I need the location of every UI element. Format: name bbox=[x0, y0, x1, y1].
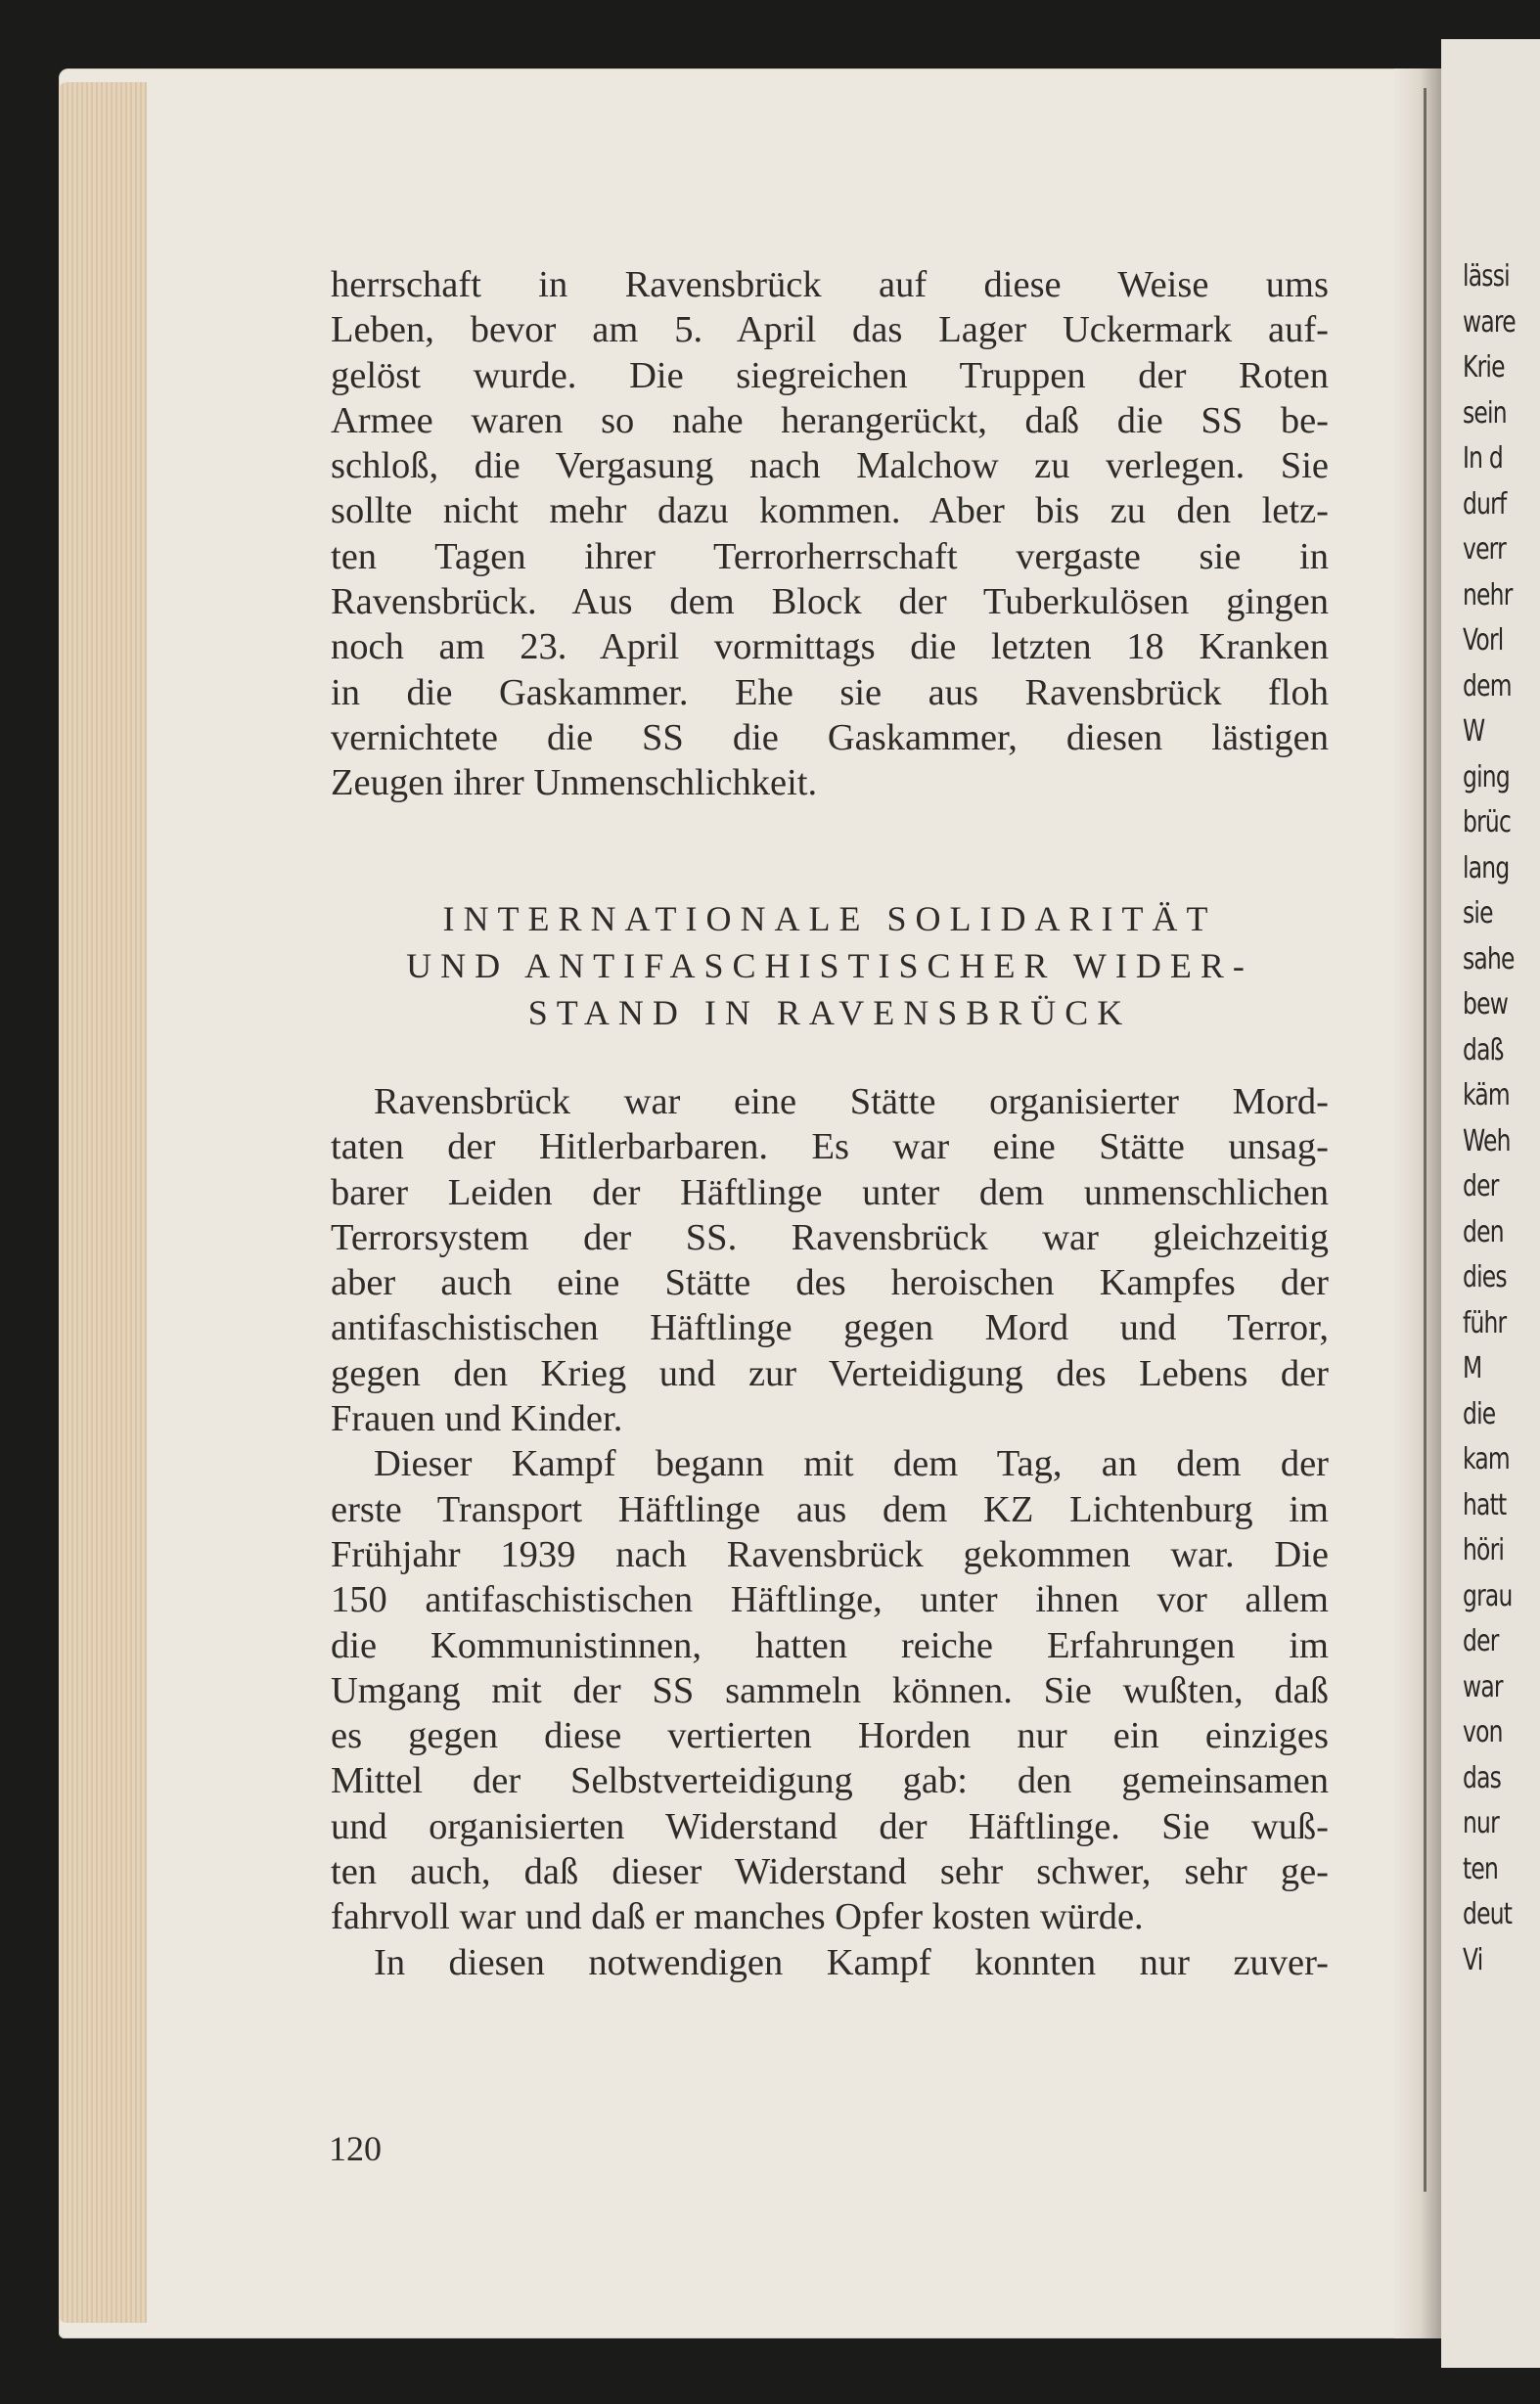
right-page-fragment: den bbox=[1463, 1214, 1504, 1249]
heading-line: INTERNATIONALE SOLIDARITÄT bbox=[442, 899, 1217, 938]
text-line: herrschaft in Ravensbrück auf diese Weise ums bbox=[331, 264, 1329, 305]
right-page-fragment: der bbox=[1463, 1624, 1499, 1658]
text-line: sollte nicht mehr dazu kommen. Aber bis zu den letz- bbox=[331, 490, 1329, 532]
right-page-fragment: brüc bbox=[1463, 805, 1512, 839]
text-line: Frühjahr 1939 nach Ravensbrück gekommen war. Die bbox=[331, 1533, 1329, 1575]
right-page-text bbox=[1463, 254, 1540, 1983]
text-line: erste Transport Häftlinge aus dem KZ Lichtenburg im bbox=[331, 1488, 1329, 1530]
right-page-fragment: ten bbox=[1463, 1851, 1499, 1886]
text-line: ten Tagen ihrer Terrorherrschaft vergaste sie in bbox=[331, 535, 1329, 577]
text-line: Zeugen ihrer Unmenschlichkeit. bbox=[331, 762, 818, 804]
text-line: gelöst wurde. Die siegreichen Truppen der Roten bbox=[331, 354, 1329, 396]
text-line: ten auch, daß dieser Widerstand sehr schwer, sehr ge- bbox=[331, 1851, 1329, 1893]
text-line: Leben, bevor am 5. April das Lager Uckermark auf- bbox=[331, 309, 1329, 351]
text-line: Ravensbrück. Aus dem Block der Tuberkulösen gingen bbox=[331, 581, 1329, 623]
right-page-fragment: nehr bbox=[1463, 577, 1513, 612]
right-page-fragment: sie bbox=[1463, 896, 1493, 930]
text-line: Armee waren so nahe herangerückt, daß die SS be- bbox=[331, 399, 1329, 441]
heading-line: STAND IN RAVENSBRÜCK bbox=[527, 993, 1132, 1032]
right-page-fragment: die bbox=[1463, 1396, 1496, 1431]
section-heading bbox=[331, 895, 1329, 1036]
text-line: vernichtete die SS die Gaskammer, diesen lästigen bbox=[331, 716, 1329, 758]
right-page-fragment: durf bbox=[1463, 486, 1507, 522]
right-page-fragment: von bbox=[1463, 1715, 1503, 1749]
right-page-fragment: M bbox=[1463, 1351, 1482, 1385]
paragraph-top bbox=[331, 262, 1329, 806]
text-line: Umgang mit der SS sammeln können. Sie wußten, daß bbox=[331, 1669, 1329, 1711]
right-page-fragment: lässi bbox=[1463, 259, 1510, 294]
heading-line: UND ANTIFASCHISTISCHER WIDER- bbox=[406, 946, 1253, 985]
book-gutter bbox=[1394, 68, 1441, 2338]
text-line: 150 antifaschistischen Häftlinge, unter ihnen vor allem bbox=[331, 1579, 1329, 1621]
right-page-fragment: das bbox=[1463, 1760, 1502, 1795]
text-line: fahrvoll war und daß er manches Opfer kosten würde. bbox=[331, 1896, 1144, 1938]
spine-line bbox=[1424, 88, 1427, 2192]
right-page-fragment: lang bbox=[1463, 850, 1510, 885]
text-line: antifaschistischen Häftlinge gegen Mord und Terror, bbox=[331, 1307, 1329, 1349]
text-line: und organisierten Widerstand der Häftlinge. Sie wuß- bbox=[331, 1805, 1329, 1847]
text-line: Frauen und Kinder. bbox=[331, 1398, 623, 1440]
text-line: es gegen diese vertierten Horden nur ein einziges bbox=[331, 1715, 1329, 1757]
text-line: schloß, die Vergasung nach Malchow zu verlegen. Sie bbox=[331, 445, 1329, 487]
text-line: aber auch eine Stätte des heroischen Kampfes der bbox=[331, 1262, 1329, 1304]
right-page-fragment: daß bbox=[1463, 1032, 1504, 1067]
page-number: 120 bbox=[329, 2129, 382, 2168]
right-page-fragment: dies bbox=[1463, 1260, 1507, 1294]
text-line: Terrorsystem der SS. Ravensbrück war gleichzeitig bbox=[331, 1216, 1329, 1258]
text-line: In diesen notwendigen Kampf konnten nur zuver- bbox=[374, 1941, 1329, 1983]
text-line: in die Gaskammer. Ehe sie aus Ravensbrück floh bbox=[331, 671, 1329, 713]
right-page-fragment: bew bbox=[1463, 987, 1509, 1021]
text-line: gegen den Krieg und zur Verteidigung des Lebens der bbox=[331, 1352, 1329, 1394]
right-page-fragment: sahe bbox=[1463, 941, 1515, 976]
text-line: Mittel der Selbstverteidigung gab: den gemeinsamen bbox=[331, 1760, 1329, 1802]
right-page-fragment: käm bbox=[1463, 1078, 1510, 1112]
right-page-fragment: ware bbox=[1463, 304, 1516, 340]
right-page-fragment: Krie bbox=[1463, 350, 1505, 385]
right-page bbox=[1441, 39, 1540, 2368]
right-page-fragment: In d bbox=[1463, 441, 1503, 476]
text-line: die Kommunistinnen, hatten reiche Erfahrungen im bbox=[331, 1624, 1329, 1666]
right-page-fragment: verr bbox=[1463, 532, 1506, 567]
right-page-fragment: grau bbox=[1463, 1578, 1513, 1613]
right-page-fragment: deut bbox=[1463, 1897, 1513, 1931]
right-page-fragment: Vorl bbox=[1463, 623, 1504, 658]
right-page-fragment: höri bbox=[1463, 1533, 1505, 1567]
right-page-fragment: nur bbox=[1463, 1806, 1499, 1840]
right-page-fragment: W bbox=[1463, 714, 1485, 748]
right-page-fragment: hatt bbox=[1463, 1487, 1507, 1522]
section-body bbox=[331, 1079, 1329, 1985]
text-line: taten der Hitlerbarbaren. Es war eine Stätte unsag- bbox=[331, 1126, 1329, 1168]
text-line: noch am 23. April vormittags die letzten 18 Kranken bbox=[331, 626, 1329, 668]
right-page-fragment: führ bbox=[1463, 1305, 1507, 1340]
right-page-fragment: dem bbox=[1463, 668, 1512, 703]
text-line: barer Leiden der Häftlinge unter dem unmenschlichen bbox=[331, 1171, 1329, 1213]
right-page-fragment: sein bbox=[1463, 395, 1507, 431]
text-line: Ravensbrück war eine Stätte organisierter Mord- bbox=[374, 1081, 1329, 1122]
right-page-fragment: ging bbox=[1463, 759, 1510, 794]
right-page-fragment: Vi bbox=[1463, 1942, 1483, 1977]
right-page-fragment: war bbox=[1463, 1669, 1503, 1704]
right-page-fragment: kam bbox=[1463, 1442, 1510, 1476]
text-line: Dieser Kampf begann mit dem Tag, an dem der bbox=[374, 1443, 1329, 1485]
right-page-fragment: Weh bbox=[1463, 1123, 1511, 1158]
page-edges bbox=[59, 82, 147, 2323]
right-page-fragment: der bbox=[1463, 1169, 1499, 1203]
